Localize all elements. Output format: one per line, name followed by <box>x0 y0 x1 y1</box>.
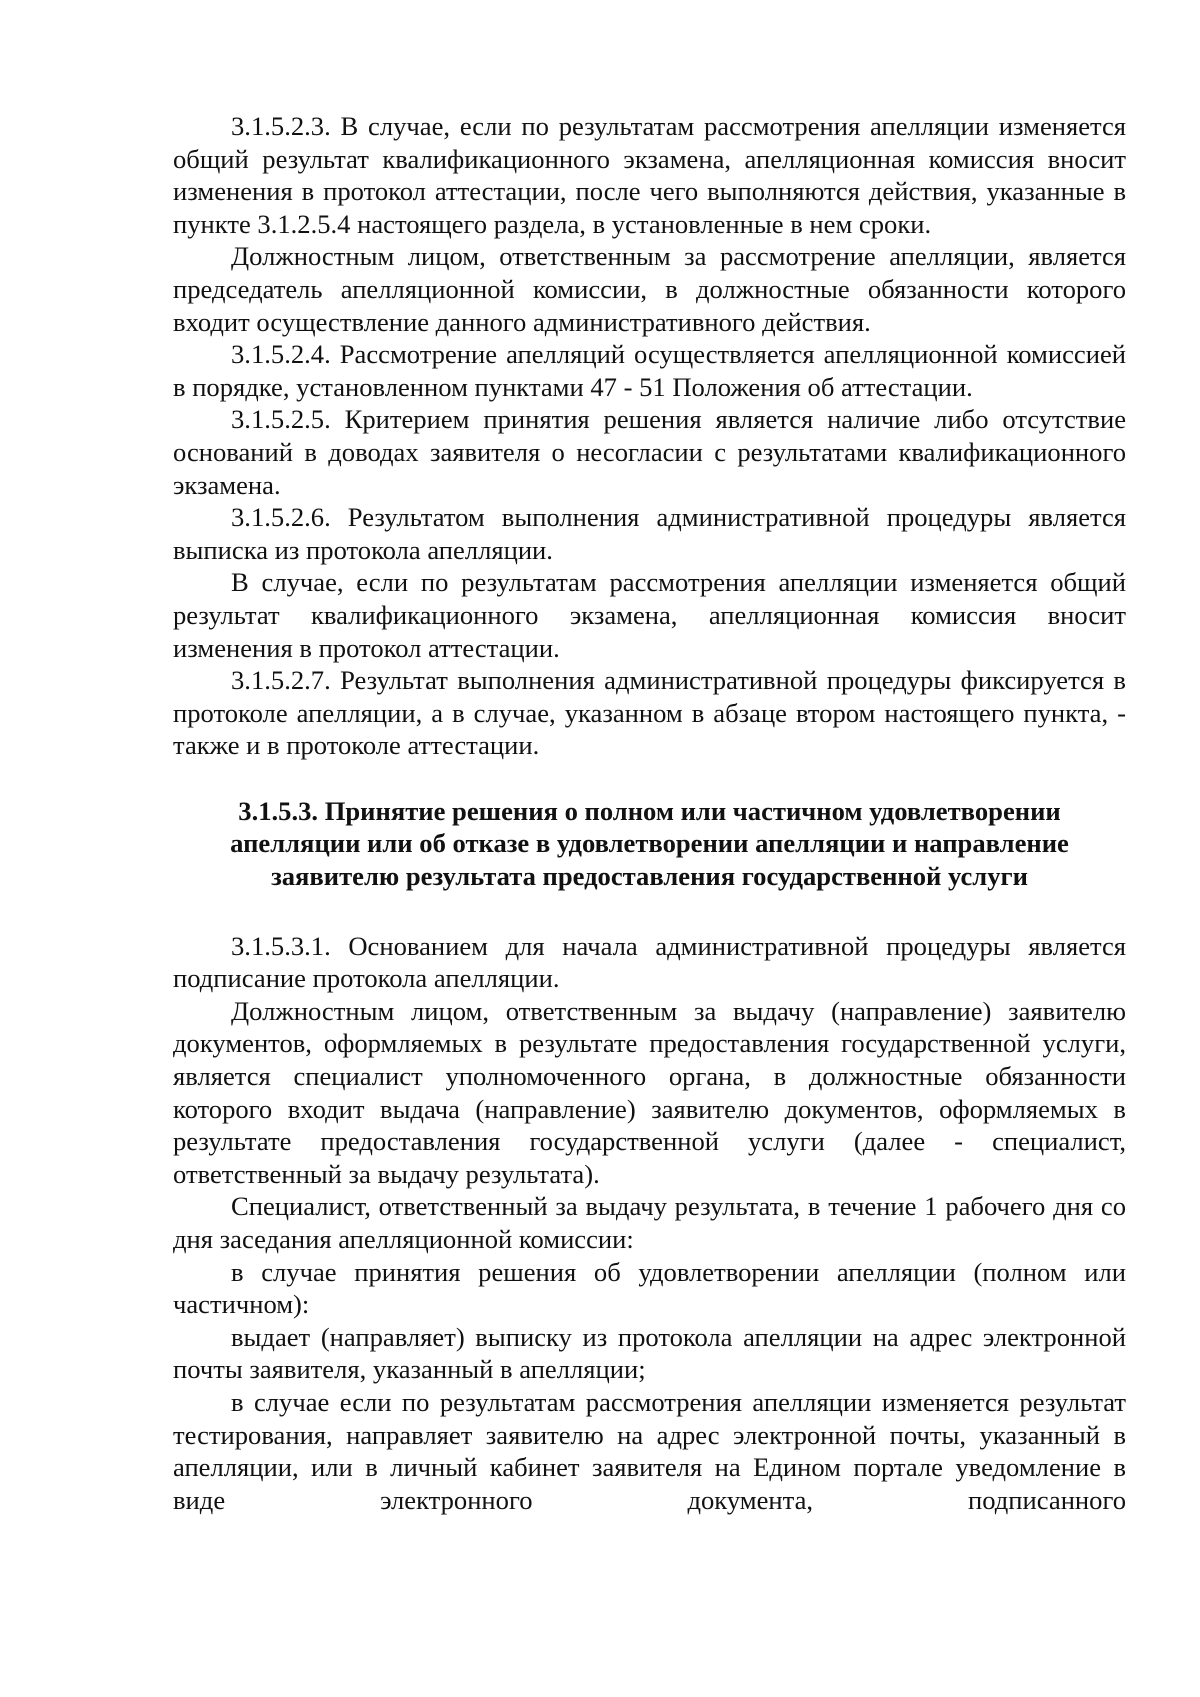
paragraph-3-1-5-3-1: 3.1.5.3.1. Основанием для начала административной процедуры является подписание протокола апелляции. <box>173 930 1126 994</box>
paragraph-issue-extract: выдает (направляет) выписку из протокола апелляции на адрес электронной почты заявителя, указанный в апелляции; <box>173 1321 1126 1385</box>
paragraph-responsible-chairman: Должностным лицом, ответственным за рассмотрение апелляции, является председатель апелляционной комиссии, в должностные обязанности которого входит осуществление данного административного действия. <box>173 241 1126 337</box>
section-heading-3-1-5-3: 3.1.5.3. Принятие решения о полном или частичном удовлетворении апелляции или об отказе в удовлетворении апелляции и направление заявителю результата предоставления государственной услуги <box>230 795 1069 892</box>
paragraph-protocol-changes: В случае, если по результатам рассмотрения апелляции изменяется общий результат квалификационного экзамена, апелляционная комиссия вносит изменения в протокол аттестации. <box>173 567 1126 663</box>
paragraph-responsible-specialist: Должностным лицом, ответственным за выдачу (направление) заявителю документов, оформляемых в результате предоставления государственной услуги, является специалист уполномоченного органа, в должностные обязанности которого входит выдача (направление) заявителю документов, оформляемых в результате предоставления государственной услуги (далее - специалист, ответственный за выдачу результата). <box>173 995 1126 1189</box>
paragraph-testing-result-changed: в случае если по результатам рассмотрения апелляции изменяется результат тестирования, направляет заявителю на адрес электронной почты, указанный в апелляции, или в личный кабинет заявителя на Едином портале уведомление в виде электронного документа, подписанного <box>173 1386 1126 1515</box>
document-page <box>173 110 1126 1516</box>
paragraph-specialist-deadline: Специалист, ответственный за выдачу результата, в течение 1 рабочего дня со дня заседания апелляционной комиссии: <box>173 1191 1126 1254</box>
paragraph-3-1-5-2-4: 3.1.5.2.4. Рассмотрение апелляций осуществляется апелляционной комиссией в порядке, установленном пунктами 47 - 51 Положения об аттестации. <box>173 339 1126 402</box>
paragraph-3-1-5-2-7: 3.1.5.2.7. Результат выполнения административной процедуры фиксируется в протоколе апелляции, а в случае, указанном в абзаце втором настоящего пункта, - также и в протоколе аттестации. <box>173 665 1126 761</box>
paragraph-appeal-satisfied: в случае принятия решения об удовлетворении апелляции (полном или частичном): <box>173 1256 1126 1320</box>
paragraph-3-1-5-2-5: 3.1.5.2.5. Критерием принятия решения является наличие либо отсутствие оснований в доводах заявителя о несогласии с результатами квалификационного экзамена. <box>173 404 1126 500</box>
paragraph-3-1-5-2-6: 3.1.5.2.6. Результатом выполнения административной процедуры является выписка из протокола апелляции. <box>173 502 1126 565</box>
paragraph-3-1-5-2-3: 3.1.5.2.3. В случае, если по результатам рассмотрения апелляции изменяется общий результат квалификационного экзамена, апелляционная комиссия вносит изменения в протокол аттестации, после чего выполняются действия, указанные в пункте 3.1.2.5.4 настоящего раздела, в установленные в нем сроки. <box>173 111 1126 239</box>
